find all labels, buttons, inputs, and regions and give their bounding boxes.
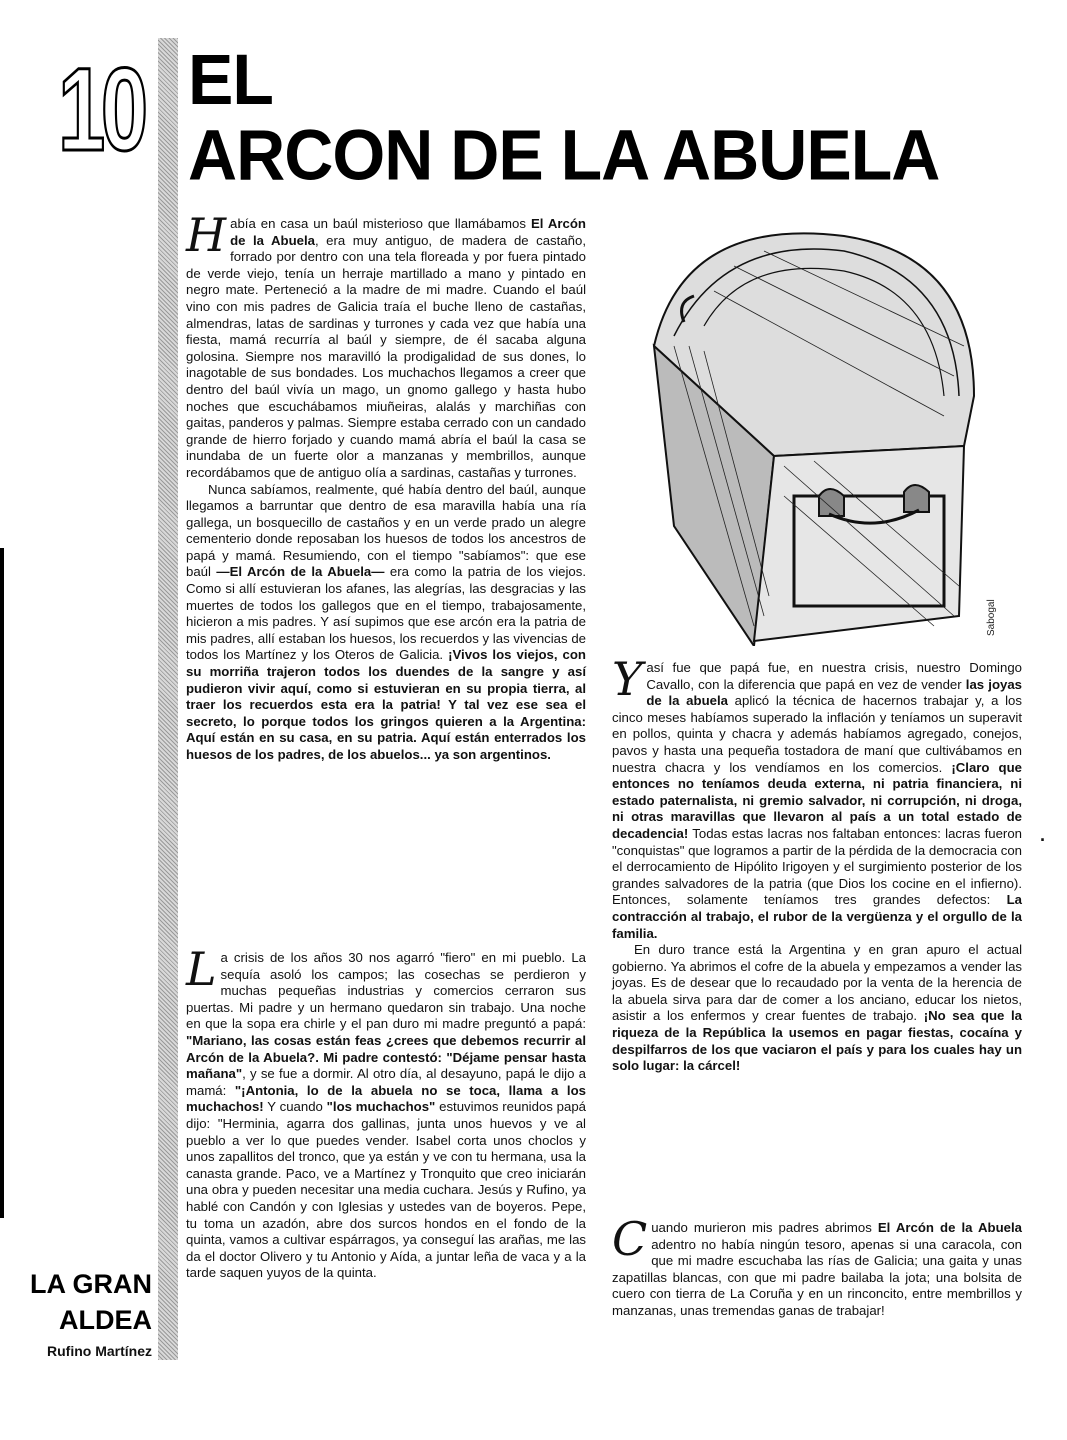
article-column-left-bottom [186, 942, 587, 1282]
title-line-2: ARCON DE LA ABUELA [188, 115, 940, 196]
paragraph-3: La crisis de los años 30 nos agarró "fiero" en mi pueblo. La sequía asoló los campos; las cosechas se perdieron y muchas pequeñas industrias y comercios cerraron sus puertas. Mi padre y un hermano quedaron sin trabajo. Una noche en que la sopa era chirle y el pan duro mi madre preguntó a papá: "Mariano, las cosas están feas ¿crees que debemos recurrir al Arcón de la Abuela?. Mi padre contestó: "Déjame pensar hasta mañana", y se fue a dormir. Al otro día, al desayuno, papá le dijo a mamá: "¡Antonia, lo de la abuela no se toca, llama a los muchachos! Y cuando "los muchachos" estuvimos reunidos papá dijo: "Herminia, agarra dos gallinas, junta unos huevos y ve al pueblo a ver lo que puedes vender. Isabel corta unos choclos y unos zapallitos del tronco, que ya están y ve con tu hermana, usa la canasta grande. Paco, ve a Martínez y Tronquito que creo iniciarán una obra y pueden necesitar una media cuchara. Jesús y Rufino, ya hablé con Candón y con Iglesias y ustedes van de boyeros. Pepe, tu toma un azadón, abre dos surcos hondos en el fondo de la quinta, vamos a cultivar espárragos, ya conseguí las arañas, me las da el doctor Olivero y tu Antonio y Aída, a juntar leña de vaca y a la tarde saquen yuyos de la quinta. [186, 942, 587, 1281]
paragraph-4: Y así fue que papá fue, en nuestra crisis, nuestro Domingo Cavallo, con la diferencia que papá en vez de vender las joyas de la abuela aplicó la técnica de hacernos trabajar y, a los cinco meses habíamos superado la inflación y teníamos un superavit en pollos, quinta y chacra y además habíamos agregado, conejos, pavos y hasta una pequeña tostadora de maní que cultivábamos en nuestra chacra y los vendíamos en los comercios. ¡Claro que entonces no teníamos deuda externa, ni patria financiera, ni estado paternalista, ni gremio salvador, ni corrupción, ni droga, ni otras maravillas que llevaron al país a un total estado de decadencia! Todas estas lacras nos faltaban entonces: lacras fueron "conquistas" que logramos a partir de la pérdida de la democracia con el derrocamiento de Hipólito Irigoyen y el surgimiento posterior de los grandes salvadores de la patria (que Dios los cocine en el infierno). Entonces, solamente teníamos tres grandes defectos: La contracción al trabajo, el rubor de la vergüenza y el orgullo de la familia. [612, 652, 1023, 941]
stray-mark: · [1040, 830, 1046, 850]
drop-cap-c: C [612, 1212, 648, 1266]
article-number: 10 [58, 44, 144, 176]
chest-illustration [614, 196, 1034, 646]
paragraph-1: Había en casa un baúl misterioso que llamábamos El Arcón de la Abuela, era muy antiguo, de madera de castaño, forrado por dentro con una tela floreada y por fuera pintado de verde viejo, tenía un herraje martillado a mano y pintado en negro mate. Perteneció a la madre de mi madre. Cuando el baúl vino con mis padres de Galicia traía el buche lleno de castañas, almendras, latas de sardinas y turrones y cada vez que había una fiesta, mamá recurría al baúl y siempre, de él sacaba alguna golosina. Siempre nos maravilló la prodigalidad de sus dones, lo inagotable de sus bondades. Los muchachos llegamos a creer que dentro del baúl vivía un mago, un gnomo gallego y hasta hubo noches que escuchábamos miuñeiras, alalás y marchiñas con gaitas, panderos y palmas. Siempre estaba cerrado con un candado grande de hierro forjado y cuando mamá abría el baúl la casa se inundaba de un fuerte olor a manzanas y membrillos, aunque recordábamos que de antiguo olía a sardinas, castañas y turrones. [186, 208, 586, 480]
title-line-1: EL [188, 39, 273, 120]
section-label [22, 1266, 152, 1338]
section-label-line-2: ALDEA [59, 1305, 152, 1335]
left-edge-rule [0, 548, 4, 1218]
illustration-signature: Sabogal [986, 599, 997, 636]
paragraph-6: Cuando murieron mis padres abrimos El Arcón de la Abuela adentro no había ningún tesoro, apenas si una caracola, con que mi madre escuchaba las rías de Galicia; una gaita y unas zapatillas blancas, con que mi padre bailaba la jota; una bolsita de cuero con tierra de La Coruña y en un rinconcito, entre membrillos y manzanas, unas tremendas ganas de trabajar! [612, 1212, 1022, 1318]
article-title [188, 39, 1048, 196]
article-column-right-bottom [612, 1212, 1022, 1320]
section-label-line-1: LA GRAN [30, 1269, 152, 1299]
drop-cap-l: L [186, 942, 217, 996]
decorative-gray-bar [158, 38, 178, 1360]
article-column-right-middle [612, 652, 1023, 1075]
paragraph-2: Nunca sabíamos, realmente, qué había dentro del baúl, aunque llegamos a barruntar que dentro de esa maravilla había una ría gallega, un bosquecillo de castaños y en un verde prado un alegre cementerio donde reposaban los huesos de todos los ancestros de papá y mamá. Resumiendo, con el tiempo "sabíamos": que ese baúl —El Arcón de la Abuela— era como la patria de los viejos. Como si allí estuvieran los afanes, las alegrías, las desgracias y las muertes de todos los gallegos que en el tiempo, trabajosamente, hicieron a mis padres. Y así supimos que ese arcón era la patria de mis padres, allí estaban los huesos, los recuerdos y las vivencias de todos los Martínez y los Oteros de Galicia. ¡Vivos los viejos, con su morriña trajeron todos los duendes de la sangre y así pudieron vivir aquí, como si estuvieran en su propia tierra, al traer los recuerdos esta era la patria! Y tal vez ese sea el secreto, lo porque todos los gringos quieren a la Argentina: Aquí están en su casa, en su patria. Aquí están enterrados los huesos de los padres, de los abuelos... ya son argentinos. [186, 481, 586, 762]
drop-cap-y: Y [612, 652, 643, 706]
paragraph-5: En duro trance está la Argentina y en gran apuro el actual gobierno. Ya abrimos el cofre de la abuela y empezamos a vender las joyas. Es de desear que lo recaudado por la venta de la herencia de la abuela sirva para dar de comer a los anciano, educar los nietos, asistir a los enfermos y crear fuentes de trabajo. ¡No sea que la riqueza de la República la usemos en pagar fiestas, cocaína y despilfarros de los que vaciaron el país y para los cuales hay un solo lugar: la cárcel! [612, 942, 1022, 1074]
drop-cap-h: H [186, 208, 227, 262]
article-column-left-top [186, 208, 586, 764]
author-name: Rufino Martínez [47, 1343, 152, 1359]
